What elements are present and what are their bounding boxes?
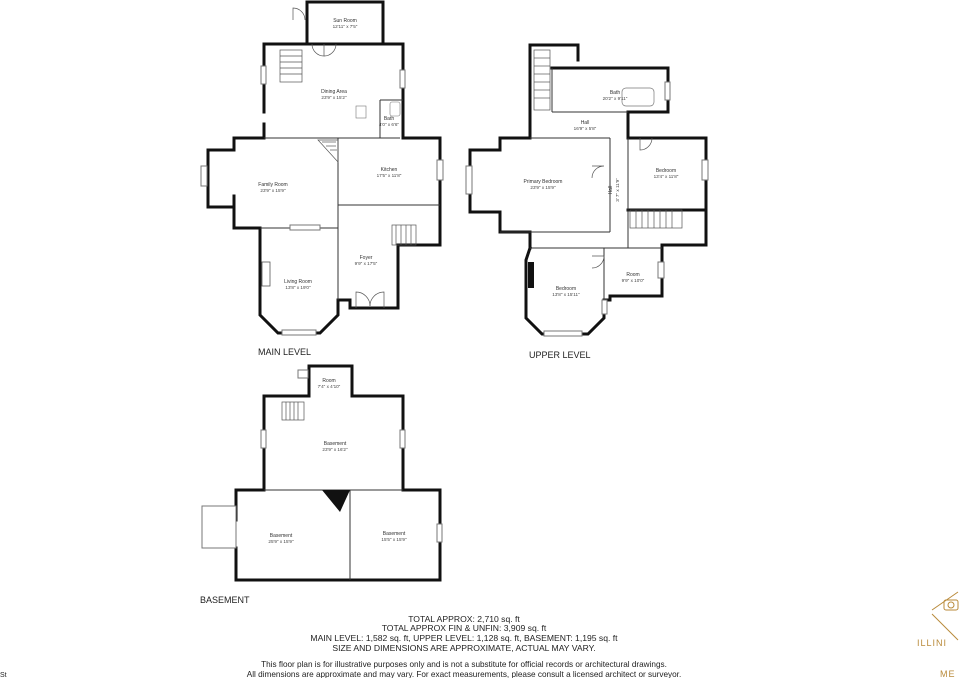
svg-text:ILLINI: ILLINI — [917, 638, 948, 648]
svg-text:This floor plan is for illustr: This floor plan is for illustrative purposes only and is not a substitute for official records or architectural drawings. — [261, 660, 667, 669]
main-level-label: MAIN LEVEL — [258, 347, 312, 357]
room-label: Bedroom — [655, 168, 677, 174]
room-dim: 9'9" x 10'0" — [621, 278, 645, 283]
svg-text:MAIN LEVEL: 1,582 sq. ft, UPPE: MAIN LEVEL: 1,582 sq. ft, UPPER LEVEL: 1,128 sq. ft, BASEMENT: 1,195 sq. ft — [310, 633, 618, 643]
room-dim: 16'9" x 5'8" — [573, 126, 597, 131]
svg-text:TOTAL APPROX: 2,710 sq. ft: TOTAL APPROX: 2,710 sq. ft — [408, 614, 520, 624]
area-summary — [310, 614, 618, 653]
svg-text:SIZE AND DIMENSIONS ARE APPROX: SIZE AND DIMENSIONS ARE APPROXIMATE, ACTUAL MAY VARY. — [332, 643, 596, 653]
main-level — [201, 2, 443, 357]
upper-level — [466, 45, 708, 360]
disclaimer — [247, 660, 681, 678]
upper-level-label: UPPER LEVEL — [529, 350, 591, 360]
svg-text:All dimensions are approximate: All dimensions are approximate and may vary. For exact measurements, please consult a licensed architect or surveyor. — [246, 670, 682, 678]
basement-label: BASEMENT — [200, 595, 250, 605]
basement-level — [200, 366, 442, 605]
room-label: Hall — [580, 120, 590, 126]
room-dim: 25'9" x 15'9" — [268, 539, 294, 544]
room-label: Bedroom — [555, 286, 577, 292]
room-label: Basement — [382, 531, 406, 537]
room-label: Foyer — [359, 255, 373, 261]
room-label: Bath — [383, 116, 395, 122]
room-label: Primary Bedroom — [523, 179, 563, 185]
room-label: Room — [322, 378, 336, 384]
room-label: Basement — [323, 441, 347, 447]
room-dim: 12'11" x 7'5" — [332, 24, 358, 29]
room-dim: 4'0" x 6'6" — [378, 122, 400, 127]
room-label: Sun Room — [333, 18, 357, 24]
room-label: Room — [626, 272, 640, 278]
room-dim: 9'9" x 17'5" — [354, 261, 378, 266]
room-dim: 23'9" x 15'9" — [260, 188, 286, 193]
svg-text:ME: ME — [940, 669, 956, 678]
room-dim: 13'8" x 19'0" — [285, 285, 311, 290]
room-dim: 20'2" x 9'11" — [602, 96, 628, 101]
room-dim: 23'9" x 15'9" — [530, 185, 556, 190]
room-dim: 13'8" x 15'11" — [552, 292, 580, 297]
room-label: Basement — [269, 533, 293, 539]
room-label: Bath — [609, 90, 621, 96]
corner-text: St — [0, 672, 7, 678]
room-dim: 23'9" x 15'2" — [321, 95, 347, 100]
room-dim: 15'5" x 15'9" — [381, 537, 407, 542]
room-label: Hall — [608, 185, 614, 195]
svg-text:TOTAL APPROX FIN & UNFIN: 3,90: TOTAL APPROX FIN & UNFIN: 3,909 sq. ft — [381, 623, 547, 633]
room-dim: 7'4" x 4'10" — [317, 384, 341, 389]
room-label: Dining Area — [321, 89, 347, 95]
room-dim: 23'9" x 16'2" — [322, 447, 348, 452]
room-dim: 13'4" x 11'8" — [653, 174, 679, 179]
room-dim: 17'5" x 11'8" — [376, 173, 402, 178]
room-label: Living Room — [284, 279, 312, 285]
room-label: Family Room — [258, 182, 288, 188]
room-label: Kitchen — [380, 167, 398, 173]
room-dim: 3' 7" x 11'9" — [615, 178, 620, 202]
brand-logo — [917, 592, 958, 678]
